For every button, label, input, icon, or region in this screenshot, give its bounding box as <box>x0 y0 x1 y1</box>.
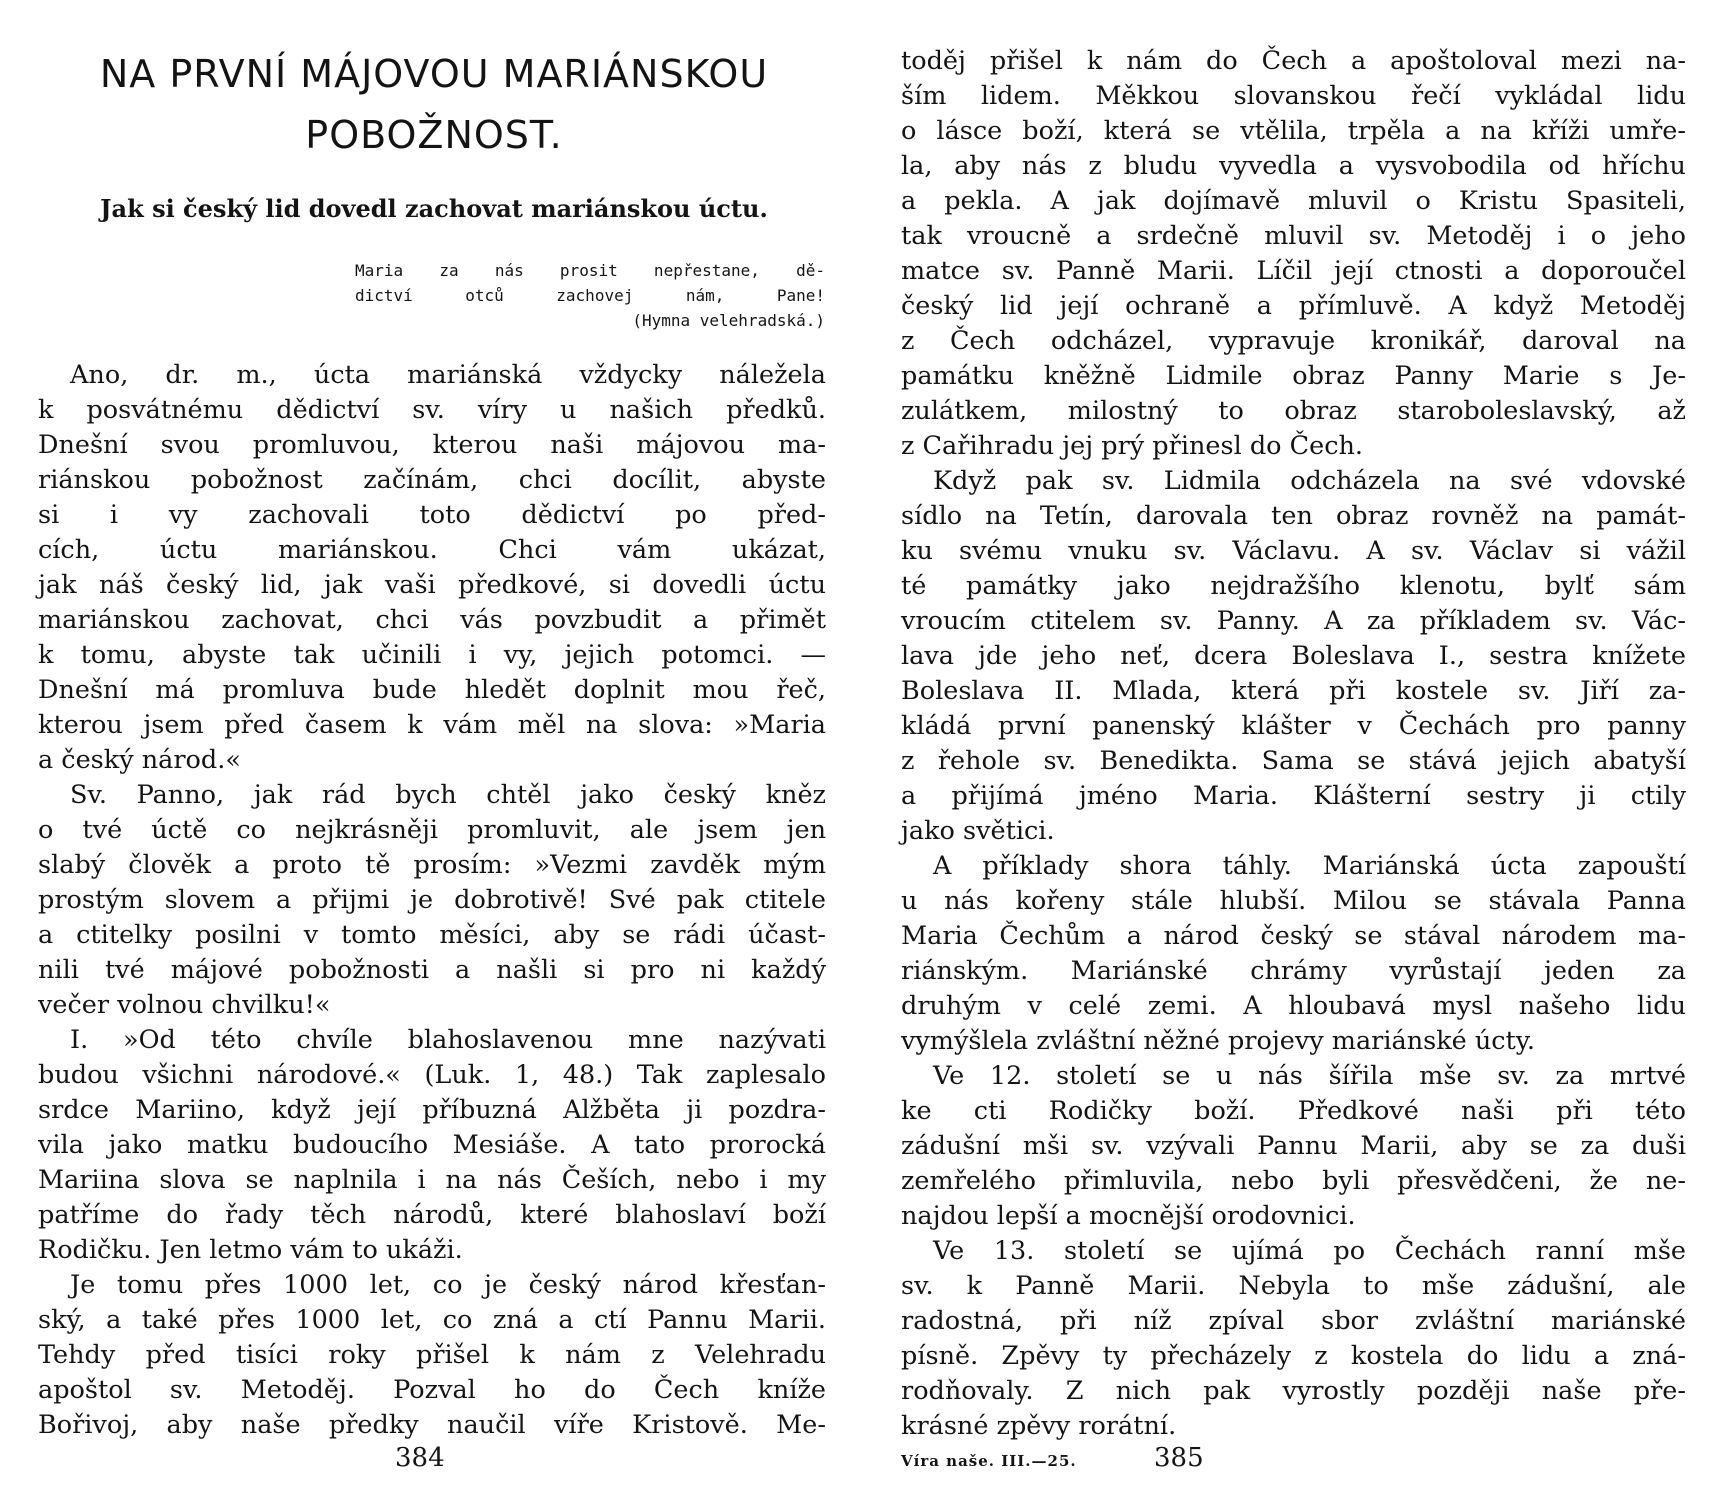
text-line: u nás kořeny stále hlubší. Milou se stávala Panna <box>901 886 1686 916</box>
text-line: vymýšlela zvláštní něžné projevy mariánské úcty. <box>901 1026 1535 1056</box>
text-line: památku kněžně Lidmile obraz Panny Marie s Je- <box>901 361 1686 391</box>
subtitle: Jak si český lid dovedl zachovat mariánskou úctu. <box>100 194 768 223</box>
motto-line: dictví otců zachovej nám, Pane! <box>355 286 825 305</box>
text-line: písně. Zpěvy ty přecházely z kostela do lidu a zná- <box>901 1341 1686 1371</box>
text-line: zulátkem, milostný to obraz staroboleslavský, až <box>901 396 1686 426</box>
text-line: Sv. Panno, jak rád bych chtěl jako český kněz <box>70 780 826 810</box>
text-line: tak vroucně a srdečně mluvil sv. Metoděj i o jeho <box>901 221 1686 251</box>
text-line: Je tomu přes 1000 let, co je český národ křesťan- <box>70 1270 826 1300</box>
text-line: zemřelého přimluvila, nebo byli přesvědčeni, že ne- <box>901 1166 1686 1196</box>
text-line: český lid její ochraně a přímluvě. A když Metoděj <box>901 291 1686 321</box>
text-line: najdou lepší a mocnější orodovnici. <box>901 1201 1356 1231</box>
text-line: sv. k Panně Marii. Nebyla to mše zádušní, ale <box>901 1271 1686 1301</box>
text-line: ke cti Rodičky boží. Předkové naši při této <box>901 1096 1686 1126</box>
text-line: druhým v celé zemi. A hloubavá mysl našeho lidu <box>901 991 1686 1021</box>
text-line: prostým slovem a přijmi je dobrotivě! Své pak ctitele <box>38 885 826 915</box>
right-body-text <box>901 44 1686 1444</box>
text-line: ším lidem. Měkkou slovanskou řečí vykládal lidu <box>901 81 1686 111</box>
text-line: ský, a také přes 1000 let, co zná a ctí Pannu Marii. <box>38 1305 826 1335</box>
text-line: Ve 13. století se ujímá po Čechách ranní mše <box>933 1236 1686 1266</box>
text-line: k tomu, abyste tak učinili i vy, jejich potomci. — <box>38 640 826 670</box>
text-line: jako světici. <box>901 816 1055 846</box>
text-line: večer volnou chvilku!« <box>38 990 331 1020</box>
text-line: sídlo na Tetín, darovala ten obraz rovněž na památ- <box>901 501 1686 531</box>
page-number-right: 385 <box>1154 1443 1204 1473</box>
text-line: Dnešní má promluva bude hledět doplnit mou řeč, <box>38 675 826 705</box>
text-line: z Čech odcházel, vypravuje kronikář, daroval na <box>901 326 1686 356</box>
signature-mark: Víra naše. III.—25. <box>901 1452 1077 1470</box>
text-line: si i vy zachovali toto dědictví po před- <box>38 500 826 530</box>
text-line: Když pak sv. Lidmila odcházela na své vdovské <box>933 466 1686 496</box>
text-line: Maria Čechům a národ český se stával národem ma- <box>901 921 1686 951</box>
left-body-text <box>38 358 826 1443</box>
text-line: a přijímá jméno Maria. Klášterní sestry ji ctily <box>901 781 1686 811</box>
text-line: a ctitelky posilni v tomto měsíci, aby se rádi účast- <box>38 920 826 950</box>
text-line: la, aby nás z bludu vyvedla a vysvobodila od hříchu <box>901 151 1686 181</box>
text-line: rodňovaly. Z nich pak vyrostly později naše pře- <box>901 1376 1686 1406</box>
text-line: Ve 12. století se u nás šířila mše sv. za mrtvé <box>933 1061 1686 1091</box>
text-line: Bořivoj, aby naše předky naučil víře Kristově. Me- <box>38 1410 826 1440</box>
text-line: Rodičku. Jen letmo vám to ukáži. <box>38 1235 463 1265</box>
motto-line: Maria za nás prosit nepřestane, dě- <box>355 261 825 280</box>
text-line: radostná, při níž zpíval sbor zvláštní mariánské <box>901 1306 1686 1336</box>
text-line: a pekla. A jak dojímavě mluvil o Kristu Spasiteli, <box>901 186 1686 216</box>
title-line-1: NA PRVNÍ MÁJOVOU MARIÁNSKOU <box>99 52 769 96</box>
text-line: mariánskou zachovat, chci vás povzbudit a přimět <box>38 605 826 635</box>
text-line: I. »Od této chvíle blahoslavenou mne nazývati <box>70 1025 826 1055</box>
text-line: té památky jako nejdražšího klenotu, bylť sám <box>901 571 1686 601</box>
title-line-2: POBOŽNOST. <box>305 113 563 157</box>
motto <box>355 258 825 333</box>
text-line: patříme do řady těch národů, které blahoslaví boží <box>38 1200 826 1230</box>
text-line: srdce Mariino, když její příbuzná Alžběta ji pozdra- <box>38 1095 826 1125</box>
text-line: matce sv. Panně Marii. Líčil její ctnosti a doporoučel <box>901 256 1686 286</box>
text-line: krásné zpěvy rorátní. <box>901 1411 1177 1441</box>
text-line: nili tvé májové pobožnosti a našli si pro ni každý <box>38 955 826 985</box>
page-number-left: 384 <box>395 1443 445 1473</box>
text-line: kládá první panenský klášter v Čechách pro panny <box>901 711 1686 741</box>
text-line: apoštol sv. Metoděj. Pozval ho do Čech kníže <box>38 1375 826 1405</box>
text-line: kterou jsem před časem k vám měl na slova: »Maria <box>38 710 826 740</box>
text-line: riánským. Mariánské chrámy vyrůstají jeden za <box>901 956 1686 986</box>
text-line: o lásce boží, která se vtělila, trpěla a na kříži umře- <box>901 116 1686 146</box>
text-line: budou všichni národové.« (Luk. 1, 48.) Tak zaplesalo <box>38 1060 826 1090</box>
text-line: zádušní mši sv. vzývali Pannu Marii, aby se za duši <box>901 1131 1686 1161</box>
text-line: vila jako matku budoucího Mesiáše. A tato prorocká <box>38 1130 826 1160</box>
text-line: z Cařihradu jej prý přinesl do Čech. <box>901 431 1364 461</box>
right-page <box>859 0 1718 1500</box>
text-line: ku svému vnuku sv. Václavu. A sv. Václav si vážil <box>901 536 1686 566</box>
text-line: riánskou pobožnost začínám, chci docílit, abyste <box>38 465 826 495</box>
motto-source: (Hymna velehradská.) <box>632 311 825 330</box>
text-line: o tvé úctě co nejkrásněji promluvit, ale jsem jen <box>38 815 826 845</box>
text-line: k posvátnému dědictví sv. víry u našich předků. <box>38 395 826 425</box>
text-line: Mariina slova se naplnila i na nás Češích, nebo i my <box>38 1165 826 1195</box>
text-line: jak náš český lid, jak vaši předkové, si dovedli úctu <box>38 570 826 600</box>
text-line: toděj přišel k nám do Čech a apoštoloval mezi na- <box>901 46 1686 76</box>
text-line: vroucím ctitelem sv. Panny. A za příkladem sv. Vác- <box>901 606 1686 636</box>
text-line: lava jde jeho neť, dcera Boleslava I., sestra knížete <box>901 641 1686 671</box>
text-line: a český národ.« <box>38 745 241 775</box>
text-line: A příklady shora táhly. Mariánská úcta zapouští <box>933 851 1686 881</box>
text-line: Boleslava II. Mlada, která při kostele sv. Jiří za- <box>901 676 1686 706</box>
text-line: Ano, dr. m., úcta mariánská vždycky náležela <box>70 360 826 390</box>
text-line: cích, úctu mariánskou. Chci vám ukázat, <box>38 535 826 565</box>
text-line: Tehdy před tisíci roky přišel k nám z Velehradu <box>38 1340 826 1370</box>
text-line: slabý člověk a proto tě prosím: »Vezmi zavděk mým <box>38 850 826 880</box>
text-line: Dnešní svou promluvou, kterou naši májovou ma- <box>38 430 826 460</box>
text-line: z řehole sv. Benedikta. Sama se stává jejich abatyší <box>901 746 1686 776</box>
